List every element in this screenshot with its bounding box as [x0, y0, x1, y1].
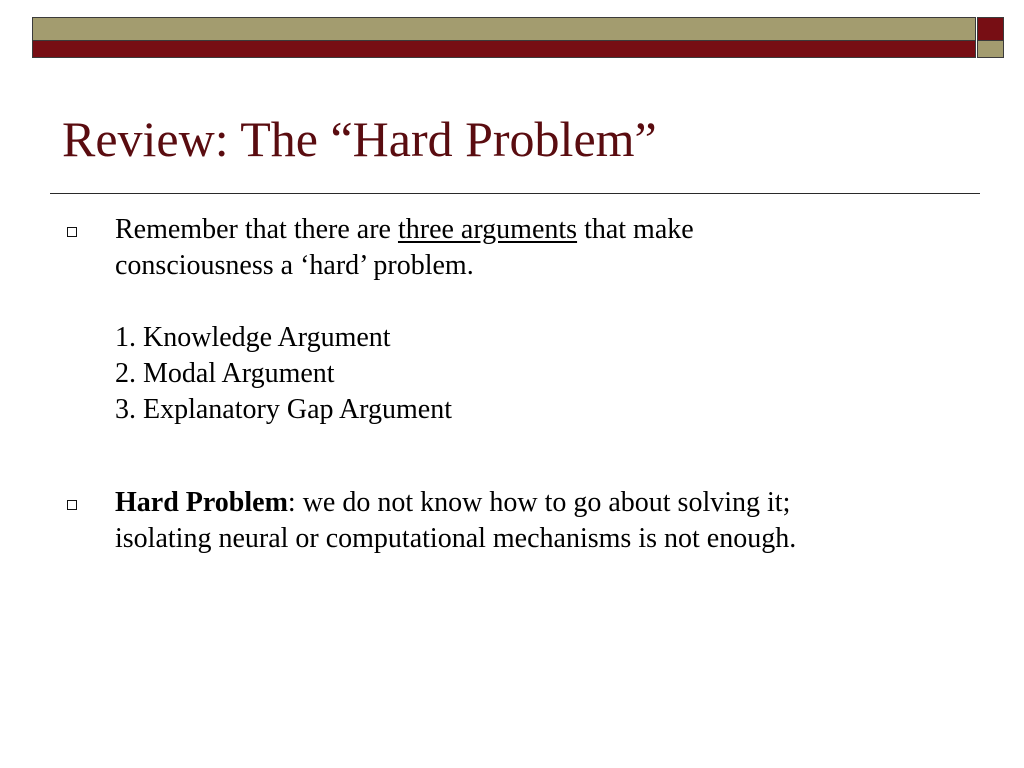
argument-list-item: 2. Modal Argument: [115, 358, 335, 389]
bullet-text: [115, 212, 965, 428]
header-corner-olive: [977, 41, 1004, 58]
title-divider: [50, 193, 980, 194]
header-band-olive: [32, 17, 976, 41]
three-arguments-underlined: three arguments: [397, 214, 578, 245]
hollow-square-bullet-icon: [67, 500, 77, 510]
slide-title: Review: The “Hard Problem”: [62, 111, 657, 167]
header-corner-red: [977, 17, 1004, 41]
hard-problem-definition: : we do not know how to go about solving it;: [287, 487, 791, 518]
bullet-line: [115, 212, 965, 248]
hard-problem-term: Hard Problem: [115, 487, 288, 518]
bullet-line: consciousness a ‘hard’ problem.: [115, 250, 474, 281]
argument-list-item: 3. Explanatory Gap Argument: [115, 394, 452, 425]
bullet-line: [115, 485, 965, 521]
bullet-intro-after: that make: [577, 214, 694, 245]
bullet-intro-before: Remember that there are: [115, 214, 398, 245]
header-band-red: [32, 41, 976, 58]
argument-list-item: 1. Knowledge Argument: [115, 322, 391, 353]
hollow-square-bullet-icon: [67, 227, 77, 237]
bullet-text: [115, 485, 965, 557]
bullet-line: isolating neural or computational mechanisms is not enough.: [115, 523, 797, 554]
